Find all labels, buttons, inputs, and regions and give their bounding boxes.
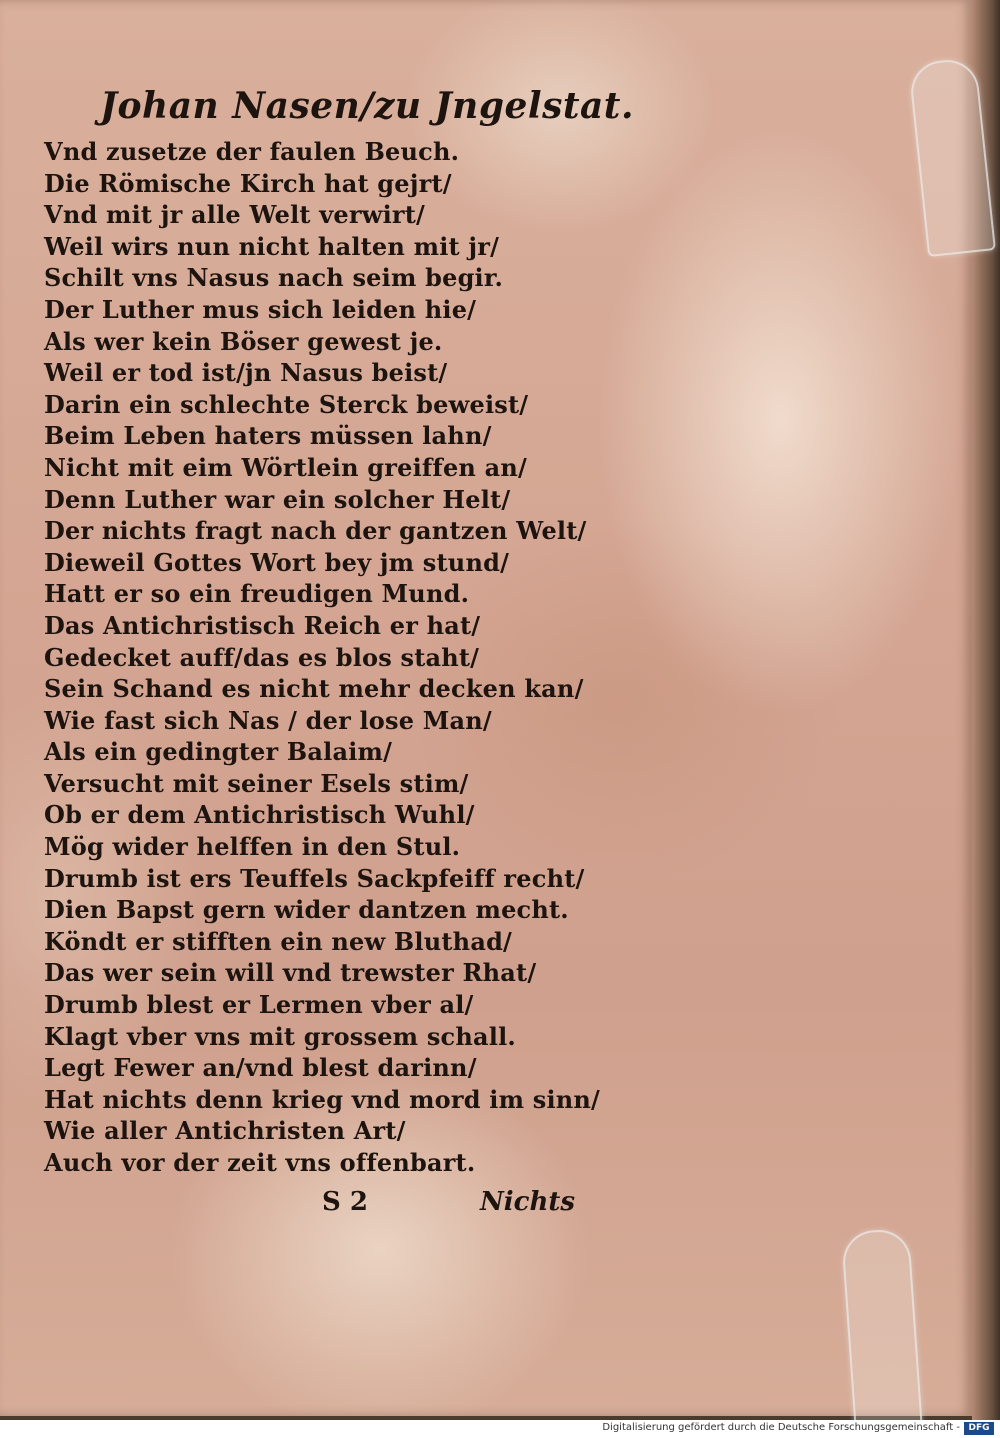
running-head: Johan Nasen/zu Jngelstat. [100,85,634,127]
catchword: Nichts [480,1186,576,1217]
credit-bar [0,1420,1000,1438]
verse-line: Mög wider helffen in den Stul. [44,832,461,862]
verse-line: Ob er dem Antichristisch Wuhl/ [44,800,475,830]
verse-line: Weil wirs nun nicht halten mit jr/ [44,231,500,261]
verse-line: Legt Fewer an/vnd blest darinn/ [44,1053,477,1083]
verse-line: Drumb blest er Lermen vber al/ [44,990,474,1020]
text-block [44,78,634,1223]
funding-credit: Digitalisierung gefördert durch die Deutsche Forschungsgemeinschaft - [602,1422,960,1433]
verse-line: Schilt vns Nasus nach seim begir. [44,263,504,293]
verse-line: Versucht mit seiner Esels stim/ [44,768,469,798]
page-clip-bottom [841,1228,923,1420]
dfg-logo: DFG [964,1422,994,1435]
verse-line: Das wer sein will vnd trewster Rhat/ [44,958,537,988]
verse-line: Die Römische Kirch hat gejrt/ [44,168,452,198]
verse-line: Darin ein schlechte Sterck beweist/ [44,389,529,419]
verse-line: Sein Schand es nicht mehr decken kan/ [44,674,584,704]
verse-line: Beim Leben haters müssen lahn/ [44,421,492,451]
verse-line: Als wer kein Böser gewest je. [44,326,443,356]
verse-line: Nicht mit eim Wörtlein greiffen an/ [44,452,527,482]
verse-line: Hatt er so ein freudigen Mund. [44,579,470,609]
verse-line: Der nichts fragt nach der gantzen Welt/ [44,516,587,546]
verse-lines [44,136,604,1179]
verse-line: Der Luther mus sich leiden hie/ [44,294,477,324]
verse-line: Wie fast sich Nas / der lose Man/ [44,705,492,735]
verse-line: Gedecket auff/das es blos staht/ [44,642,480,672]
verse-line: Klagt vber vns mit grossem schall. [44,1021,516,1051]
verse-line: Denn Luther war ein solcher Helt/ [44,484,511,514]
verse-line: Auch vor der zeit vns offenbart. [44,1148,476,1177]
verse-line: Vnd mit jr alle Welt verwirt/ [44,200,426,230]
verse-line: Weil er tod ist/jn Nasus beist/ [44,358,448,388]
signature-mark: S 2 [322,1186,368,1217]
verse-line: Drumb ist ers Teuffels Sackpfeiff recht/ [44,863,585,893]
page-footer-line [44,1183,604,1223]
verse-line: Vnd zusetze der faulen Beuch. [44,137,460,166]
verse-line: Das Antichristisch Reich er hat/ [44,610,481,640]
verse-line: Hat nichts denn krieg vnd mord im sinn/ [44,1084,601,1114]
verse-line: Als ein gedingter Balaim/ [44,737,393,767]
verse-line: Köndt er stifften ein new Bluthad/ [44,926,513,956]
verse-line: Wie aller Antichristen Art/ [44,1116,406,1146]
verse-line: Dien Bapst gern wider dantzen mecht. [44,895,569,925]
verse-line: Dieweil Gottes Wort bey jm stund/ [44,547,510,577]
